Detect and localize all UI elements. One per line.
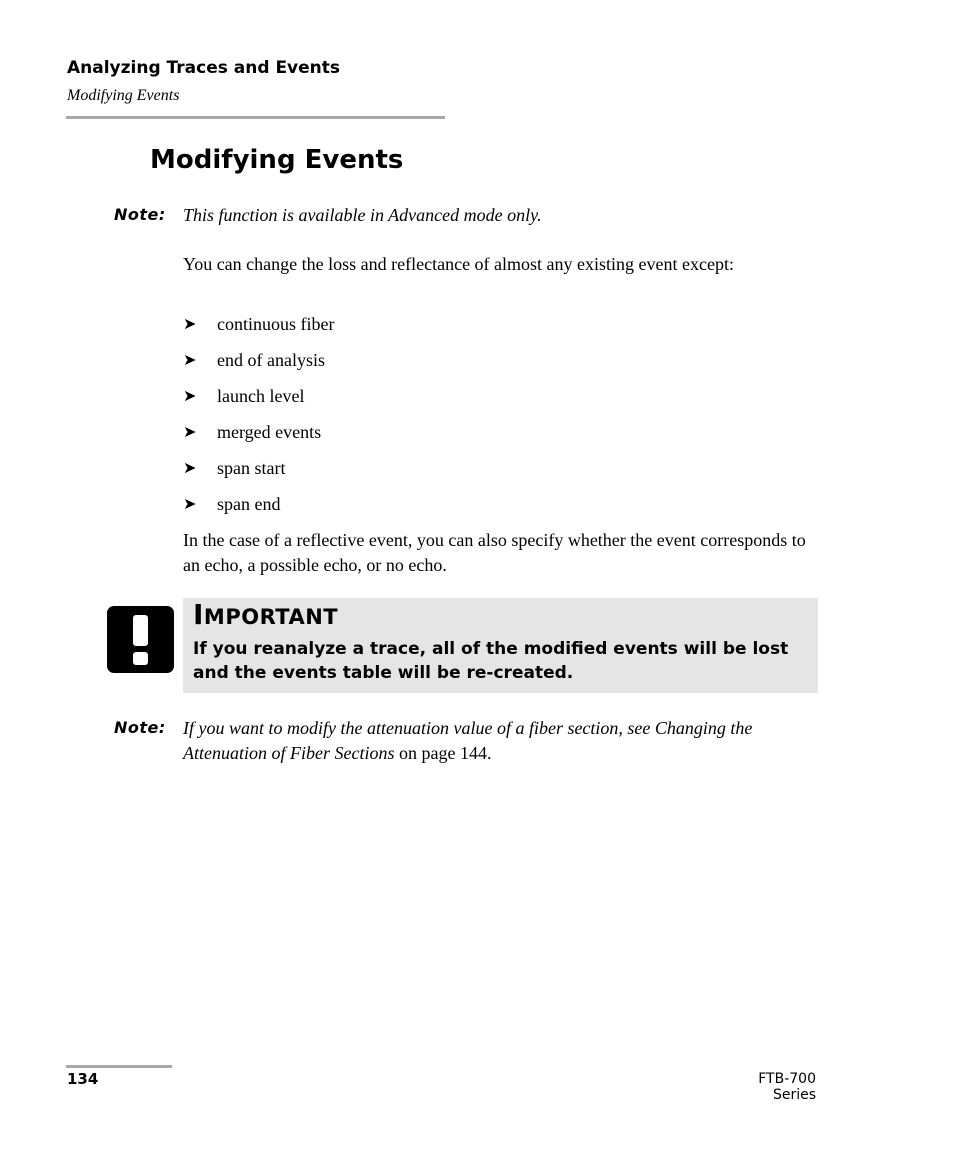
arrow-bullet-icon: ➤: [183, 496, 197, 513]
arrow-bullet-icon: ➤: [183, 388, 197, 405]
arrow-bullet-icon: ➤: [183, 424, 197, 441]
exclamation-icon: [107, 606, 174, 673]
reflective-paragraph: In the case of a reflective event, you can also specify whether the event corresponds to an echo, a possible echo, or no echo.: [183, 530, 806, 575]
exception-list: [183, 312, 334, 528]
note-text: If you want to modify the attenuation value of a fiber section, see Changing the Attenuation of Fiber Sections on page 144.: [183, 718, 753, 763]
running-header-subtitle: Modifying Events: [67, 87, 180, 104]
section-title: Modifying Events: [150, 145, 404, 175]
list-item: ➤ merged events: [183, 420, 334, 456]
product-series: FTB-700 Series: [758, 1071, 816, 1103]
note-text: This function is available in Advanced mode only.: [183, 205, 542, 225]
important-title: IMPORTANT: [193, 598, 339, 631]
note-label: Note:: [114, 205, 166, 224]
important-text: If you reanalyze a trace, all of the modified events will be lost and the events table will be re-created.: [193, 639, 789, 683]
arrow-bullet-icon: ➤: [183, 316, 197, 333]
list-item: ➤ span end: [183, 492, 334, 528]
list-item: ➤ end of analysis: [183, 348, 334, 384]
note-label: Note:: [114, 718, 166, 737]
arrow-bullet-icon: ➤: [183, 352, 197, 369]
footer-rule: [66, 1065, 172, 1068]
intro-paragraph: You can change the loss and reflectance of almost any existing event except:: [183, 254, 734, 274]
list-item: ➤ span start: [183, 456, 334, 492]
important-box: [183, 598, 818, 693]
arrow-bullet-icon: ➤: [183, 460, 197, 477]
page-number: 134: [67, 1070, 99, 1088]
header-rule: [66, 116, 445, 119]
running-header-title: Analyzing Traces and Events: [67, 58, 341, 78]
list-item: ➤ continuous fiber: [183, 312, 334, 348]
list-item: ➤ launch level: [183, 384, 334, 420]
